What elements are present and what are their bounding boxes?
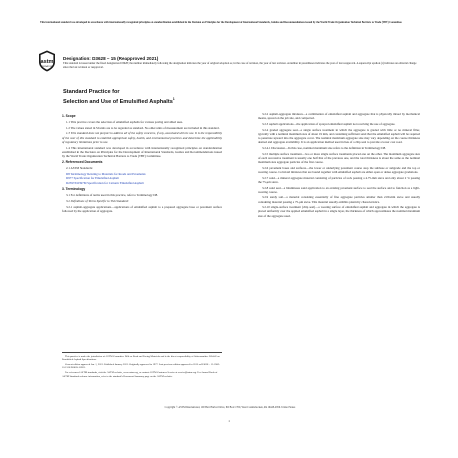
designation-note: This standard is issued under the fixed designation D3628; the number immediately following the designation indicates the year of original adoption or, in the case of revision, the year of last revision. A number in parentheses indicates the year of last reapproval. A superscript epsilon (ε) indicates an editorial change since the last revision or reapproval. [63,62,417,69]
paragraph: 1.4 This international standard was developed in accordance with internationally recognized principles on standardization established in the Decision on Principles for the Development of International Standards, Guides and Recommendations issued by the World Trade Organization Technical Barriers to Trade (TBT) Committee. [62,145,222,158]
section-heading-referenced-documents: 2. Referenced Documents [62,159,103,164]
footnote: This practice is under the jurisdiction of ASTM Committee D04 on Road and Paving Materials and is the direct responsibility of Subcommittee D04.42 on Emulsified Asphalt Specifications. [62,355,220,362]
paragraph: 3.1 For definitions of terms used in this practice, refer to Terminology D8. [66,193,158,198]
paragraph: 3.2.4.1 Discussion—In this case, nominal maximum size refers to the definition in Terminology D8. [262,145,386,150]
section-heading-scope: 1. Scope [62,114,76,118]
footnote: For referenced ASTM standards, visit the ASTM website, www.astm.org, or contact ASTM Customer Service at service@astm.org. For Annual Book of ASTM Standards volume information, refer to the standard's Document Summary page on the ASTM website. [62,371,218,378]
title-footnote-marker: 1 [172,97,175,101]
title-line-2: Selection and Use of Emulsified Asphalts$^1$ [63,97,175,105]
paragraph-safety-caveat: 1.3 This standard does not purport to address all of the safety concerns, if any, associated with its use. It is the responsibility of the user of this standard to establish appropriate safety, health, and environmental practices and determine the applicability of regulatory limitations prior to use. [62,131,222,144]
paragraph: 3.2 Definitions of Terms Specific to This Standard: [66,199,129,204]
paragraph: 3.2.1 asphalt-aggregate applications—applications of emulsified asphalt to a prepared aggregate base or pavement surface followed by the application of aggregate. [62,204,222,213]
footnotes [62,352,222,380]
standard-notice: This international standard was developed in accordance with internationally recognized principles on standardization established in the Decision on Principles for the Development of International Standards, Guides and Recommendations issued by the World Trade Organization Technical Barriers to Trade (TBT) Committee. [40,21,403,24]
paragraph: 3.2.5 multiple surface treatment—two or more single surface treatments placed one on the other. The maximum aggregate size of each successive treatment is usually one half that of the previous one, and the total thickness is about the same as the nominal maximum size aggregate particles of the first course. [258,151,420,164]
astm-logo-icon [38,50,56,72]
paragraph: 3.2.3 asphalt applications—the application of sprayed emulsified asphalt not receiving the use of aggregate. [262,121,396,126]
svg-text:astm: astm [40,59,54,66]
footnote: Current edition approved Jan. 1, 2021. Published January 2021. Originally approved in 1977. Last previous edition approved in 2015 as D3628 – 15. DOI: 10.1520/D3628-15R21. [62,363,220,370]
page-title [63,89,363,106]
reference-link-d8[interactable]: D8 Terminology Relating to Materials for Roads and Pavements [66,171,146,176]
svg-text:INTERNATIONAL: INTERNATIONAL [40,67,54,69]
copyright-footer: Copyright © ASTM International, 100 Barr Harbor Drive, PO Box C700, West Conshohocken, PA 19428-2959. United States [164,406,296,409]
designation: Designation: D3628 – 15 (Reapproved 2021) [63,56,159,61]
paragraph: 3.2.6 pavement bases and surfaces—the lower or underlying pavement course atop the subbase or subgrade and the top or wearing course. Cold-laid mixtures that are bound together with emulsified asphalt are either open or dense aggregate gradations. [258,165,420,174]
reference-link-d977[interactable]: D977 Specification for Emulsified Asphalt [66,176,119,181]
paragraph: 3.2.4 graded aggregate seal—a single surface treatment in which the aggregate is graded with little or no mineral filler, typically with a nominal maximum size of about 19 mm, and containing sufficient sand that the emulsified asphalt will be required to penetrate upward into the aggregate cover. The nominal maximum aggregate size may vary depending on the course thickness desired and aggregate availability. It is an application method used in lieu of a chip seal to provide a lower cost road. [258,127,420,145]
paragraph: 3.2.10 single-surface treatment (chip seal)—a wearing surface of emulsified asphalt and aggregate in which the aggregate is placed uniformly over the applied emulsified asphalt in a single layer, the thickness of which approximates the nominal maximum size of the aggregate used. [258,205,420,218]
paragraph: 2.1 ASTM Standards: [66,165,93,170]
paragraph: 3.2.8 sand seal—a bituminous sand application to an existing pavement surface to seal the surface and to function as a light-wearing course. [258,185,420,194]
right-column [258,112,420,219]
paragraph: 1.1 This practice covers the selection of emulsified asphalts for various paving and allied uses. [66,119,183,124]
left-column [62,112,222,215]
page-number: 1 [228,419,230,423]
title-line-1: Standard Practice for [63,89,120,95]
paragraph: 3.2.2 asphalt-aggregate mixtures—a combination of emulsified asphalt and aggregate that is physically mixed by mechanical means, spread on the job site, and compacted. [258,112,420,121]
paragraph: 3.2.7 sand—a mineral aggregate material consisting of particles of rock passing a 4.75-mm sieve and only about 2 % passing the 75-μm sieve. [258,175,420,184]
paragraph: 3.2.9 sandy soil—a material consisting essentially of fine aggregate particles smaller than 2.00-mm sieve and usually containing material passing a 75-μm sieve. This material usually exhibits plasticity characteristics. [258,195,420,204]
section-heading-terminology: 3. Terminology [62,187,86,192]
reference-link-d2397[interactable]: D2397/D2397M Specification for Cationic Emulsified Asphalt [66,181,144,186]
paragraph: 1.2 The values stated in SI units are to be regarded as standard. No other units of measurement are included in this standard. [66,125,220,130]
